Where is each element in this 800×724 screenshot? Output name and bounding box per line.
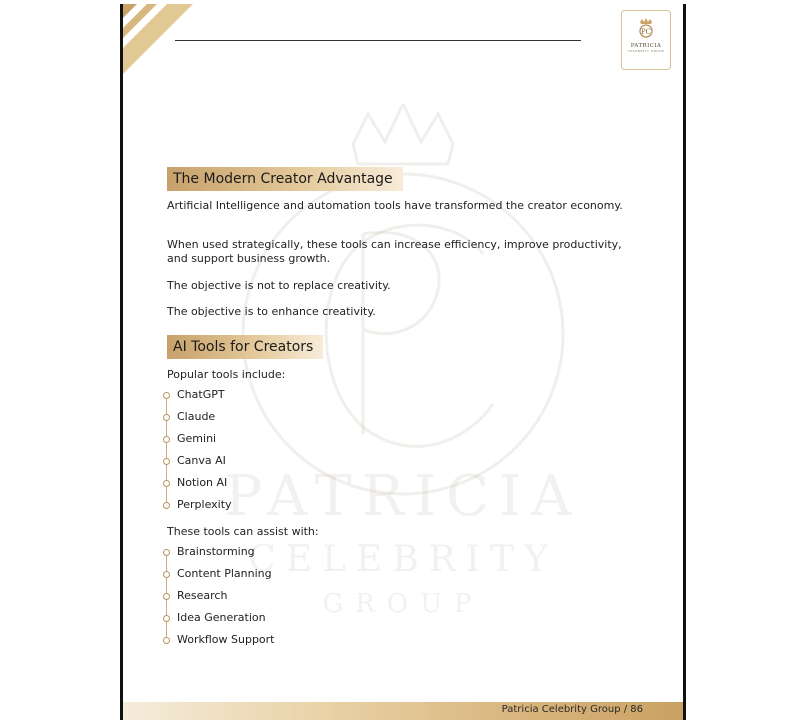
logo-subtitle: CELEBRITY GROUP xyxy=(627,49,665,53)
watermark-text-group: GROUP xyxy=(322,589,484,619)
bullet-dot-icon xyxy=(163,458,170,465)
logo-name: PATRICIA xyxy=(630,43,662,49)
page-footer xyxy=(123,702,683,720)
bullet-dot-icon xyxy=(163,637,170,644)
bullet-dot-icon xyxy=(163,392,170,399)
header-rule xyxy=(175,40,581,41)
watermark-text-celebrity: CELEBRITY xyxy=(248,539,558,580)
bullet-dot-icon xyxy=(163,615,170,622)
section-heading-ai-tools: AI Tools for Creators xyxy=(167,335,323,359)
paragraph-strategic-use: When used strategically, these tools can increase efficiency, improve productivity, and support business growth. xyxy=(167,238,622,265)
paragraph-enhance: The objective is to enhance creativity. xyxy=(167,305,376,318)
svg-text:PC: PC xyxy=(640,28,652,36)
gold-corner-stripes xyxy=(123,4,203,84)
list-item: Canva AI xyxy=(163,450,232,472)
tools-list xyxy=(163,384,232,516)
bullet-dot-icon xyxy=(163,549,170,556)
paragraph-ai-transformed: Artificial Intelligence and automation tools have transformed the creator economy. xyxy=(167,199,623,212)
list-item: Content Planning xyxy=(163,563,275,585)
footer-page-label: Patricia Celebrity Group / 86 xyxy=(501,704,643,715)
list-item: Perplexity xyxy=(163,494,232,516)
list-item: Notion AI xyxy=(163,472,232,494)
crown-monogram-icon xyxy=(635,17,657,39)
list-item: Research xyxy=(163,585,275,607)
section-heading-modern-creator: The Modern Creator Advantage xyxy=(167,167,403,191)
list-item: Claude xyxy=(163,406,232,428)
bullet-dot-icon xyxy=(163,502,170,509)
list-item: Gemini xyxy=(163,428,232,450)
brand-logo xyxy=(621,10,671,70)
assist-list xyxy=(163,541,275,651)
assist-intro: These tools can assist with: xyxy=(167,525,319,538)
bullet-dot-icon xyxy=(163,436,170,443)
tools-intro: Popular tools include: xyxy=(167,368,286,381)
bullet-dot-icon xyxy=(163,593,170,600)
paragraph-not-replace: The objective is not to replace creativity. xyxy=(167,279,391,292)
watermark-text-patricia: PATRICIA xyxy=(224,464,582,529)
document-page xyxy=(120,4,686,720)
bullet-dot-icon xyxy=(163,480,170,487)
list-item: Idea Generation xyxy=(163,607,275,629)
bullet-dot-icon xyxy=(163,414,170,421)
list-item: ChatGPT xyxy=(163,384,232,406)
list-item: Brainstorming xyxy=(163,541,275,563)
list-item: Workflow Support xyxy=(163,629,275,651)
bullet-dot-icon xyxy=(163,571,170,578)
